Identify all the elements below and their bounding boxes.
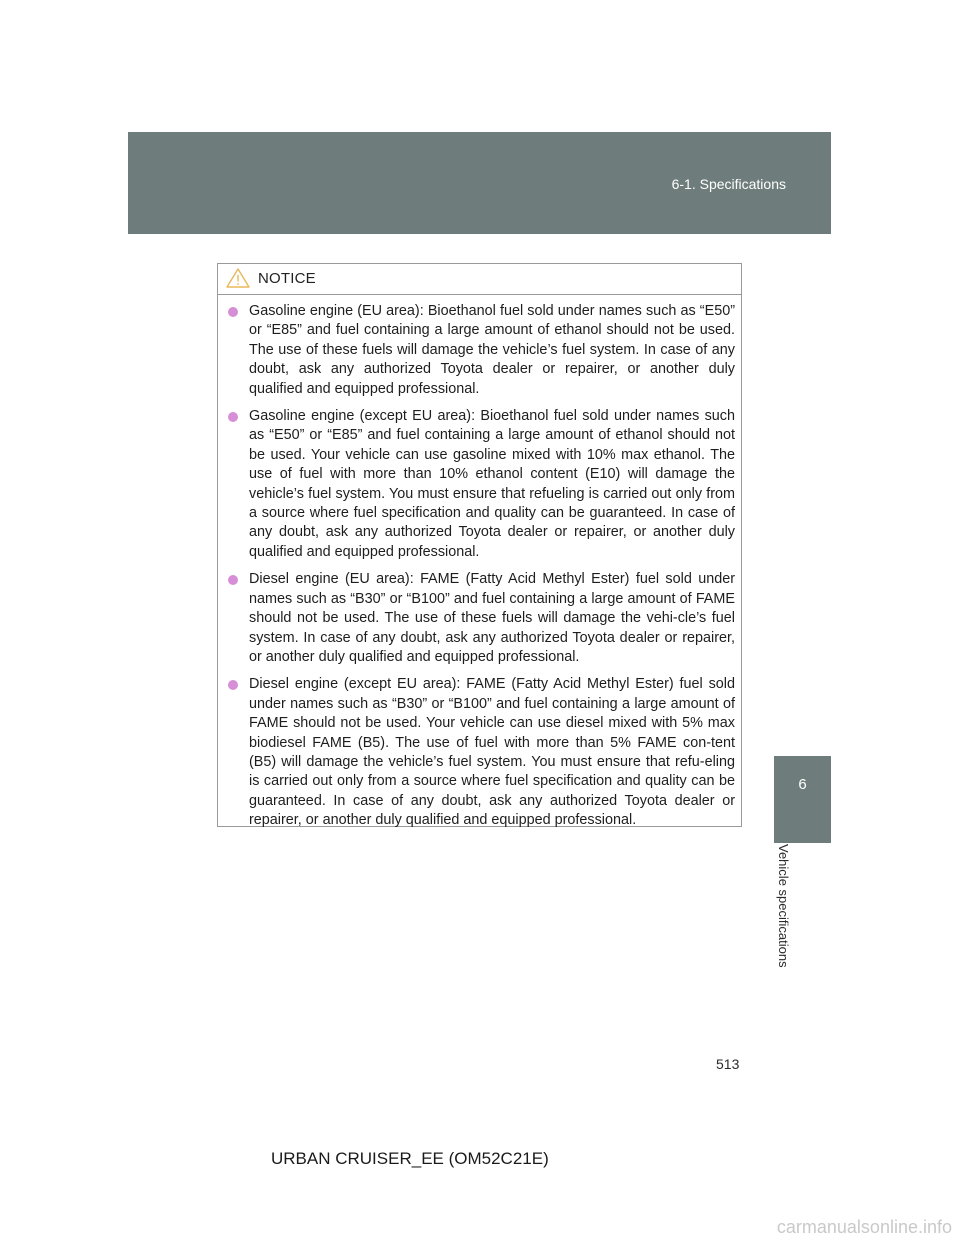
warning-triangle-icon	[226, 268, 250, 288]
header-band	[128, 132, 831, 234]
bullet-icon	[228, 575, 238, 585]
notice-title: NOTICE	[258, 270, 316, 287]
notice-item	[218, 302, 741, 399]
chapter-label	[774, 844, 804, 994]
chapter-tab[interactable]	[774, 756, 831, 843]
watermark: carmanualsonline.info	[776, 1217, 952, 1237]
bullet-icon	[228, 412, 238, 422]
notice-item	[218, 407, 741, 562]
chapter-label-text: Vehicle specifications	[776, 844, 791, 968]
chapter-number: 6	[798, 776, 807, 793]
notice-item	[218, 675, 741, 830]
notice-item	[218, 570, 741, 667]
page-number: 513	[716, 1056, 740, 1072]
document-code: URBAN CRUISER_EE (OM52C21E)	[271, 1149, 549, 1168]
notice-header	[218, 264, 741, 295]
notice-list	[218, 302, 741, 839]
notice-item-text: Gasoline engine (except EU area): Bioethanol fuel sold under names such as “E50” or “E85” and fuel containing a large amount of ethanol should not be used. Your vehicle can use gasoline mixed with 10% max ethanol. The use of fuel with more than 10% ethanol content (E10) will damage the vehicle’s fuel system. You must ensure that refueling is carried out only from a source where fuel specification and quality can be guaranteed. In case of any doubt, ask any authorized Toyota dealer or repairer, or another duly qualified and equipped professional.	[249, 408, 735, 560]
bullet-icon	[228, 307, 238, 317]
notice-item-text: Gasoline engine (EU area): Bioethanol fuel sold under names such as “E50” or “E85” and fuel containing a large amount of ethanol should not be used. The use of these fuels will damage the vehicle’s fuel system. In case of any doubt, ask any authorized Toyota dealer or repairer, or another duly qualified and equipped professional.	[249, 303, 735, 397]
notice-box	[217, 263, 742, 827]
section-title: 6-1. Specifications	[671, 176, 786, 192]
notice-item-text: Diesel engine (EU area): FAME (Fatty Acid Methyl Ester) fuel sold under names such as “B30” or “B100” and fuel containing a large amount of FAME should not be used. The use of these fuels will damage the vehi-cle’s fuel system. In case of any doubt, ask any authorized Toyota dealer or repairer, or another duly qualified and equipped professional.	[249, 571, 735, 665]
bullet-icon	[228, 680, 238, 690]
notice-item-text: Diesel engine (except EU area): FAME (Fatty Acid Methyl Ester) fuel sold under names such as “B30” or “B100” and fuel containing a large amount of FAME should not be used. Your vehicle can use diesel mixed with 5% max biodiesel FAME (B5). The use of fuel with more than 5% FAME con-tent (B5) will damage the vehicle’s fuel system. You must ensure that refu-eling is carried out only from a source where fuel specification and quality can be guaranteed. In case of any doubt, ask any authorized Toyota dealer or repairer, or another duly qualified and equipped professional.	[249, 676, 735, 829]
